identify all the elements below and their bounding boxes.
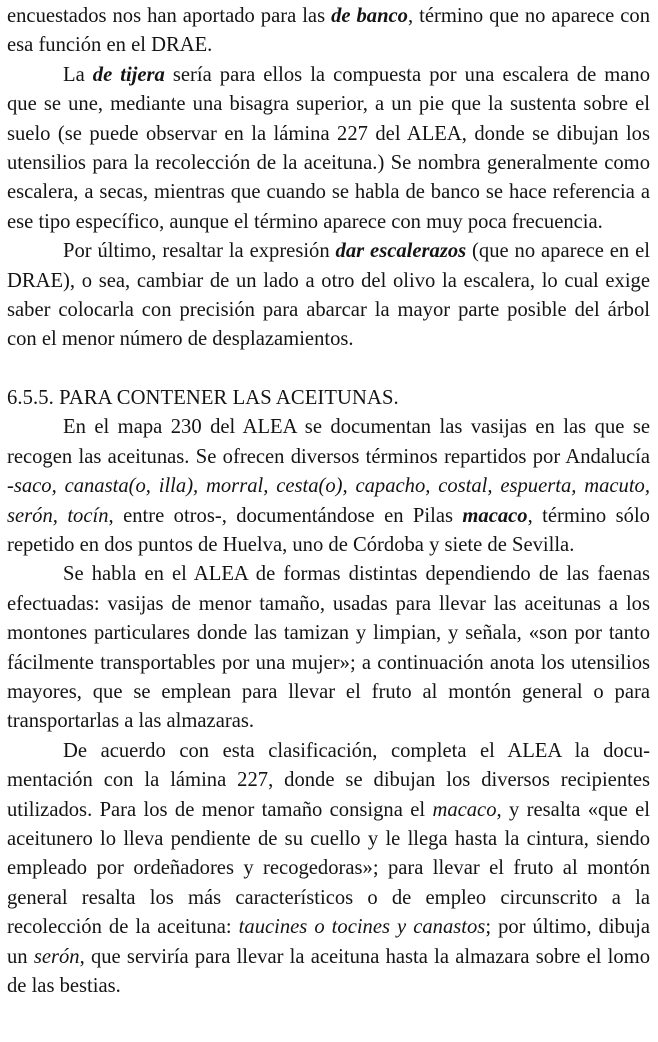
paragraph-banco xyxy=(7,2,650,61)
italic-term: taucines o tocines y canastos xyxy=(238,916,486,939)
italic-term: macaco xyxy=(432,798,497,821)
text-run: Se habla en el ALEA de formas distintas dependiendo de las faenas efectuadas: vasijas de menor tamaño, usadas para llevar las aceitunas a los montones particulares donde las tamizan y limpian, y señala, «son por tanto fácilmente transportables por una mujer»; a continuación anota los utensilios mayores, que se emplean para llevar el fruto al montón general o para transportarlas a las almazaras. xyxy=(7,563,650,733)
text-run: , y resalta «que el aceitunero lo lleva pendiente de su cuello y le llega hasta la cintura, siendo empleado por ordeñadores y recogedoras»; para llevar el fruto al montón general resalta los más característicos o de empleo circunscrito a la recolección de la aceituna: xyxy=(7,798,651,939)
paragraph-mapa-230 xyxy=(7,413,650,560)
text-run: De acuerdo con esta clasificación, completa el ALEA la documentación con la lámina 227, donde se dibujan los diversos recipientes utilizados. Para los de menor tamaño consigna el xyxy=(7,739,650,821)
text-run: , término que no aparece con esa función en el DRAE. xyxy=(7,5,650,57)
text-run: En el mapa 230 del ALEA se documentan las vasijas en las que se recogen las aceitunas. Se ofrecen diversos términos repartidos por Andalucía - xyxy=(7,416,650,498)
text-run: La xyxy=(63,63,93,86)
section-heading: 6.5.5. PARA CONTENER LAS ACEITUNAS. xyxy=(7,386,399,409)
section-spacer xyxy=(7,355,650,384)
paragraph-de-tijera xyxy=(7,61,650,237)
text-run: , entre otros-, documentándose en Pilas xyxy=(108,504,463,527)
text-run: , que serviría para llevar la aceituna hasta la almazara sobre el lomo de las bestias. xyxy=(7,945,650,997)
text-run: ; por último, dibuja un xyxy=(7,916,650,968)
paragraph-clasificacion xyxy=(7,737,650,1002)
emphasis-term: de banco xyxy=(331,5,408,27)
text-run: (que no aparece en el DRAE), o sea, cambiar de un lado a otro del olivo la escalera, lo cual exige saber colocarla con precisión para abarcar la mayor parte posible del árbol con el menor número de desplazamientos. xyxy=(7,240,650,351)
italic-term: serón xyxy=(33,945,80,968)
text-run: , término sólo repetido en dos puntos de Huelva, uno de Córdoba y siete de Sevilla. xyxy=(7,504,650,556)
text-run: Por último, resaltar la expresión xyxy=(63,240,336,263)
document-page xyxy=(0,2,658,1042)
emphasis-term: macaco xyxy=(462,504,528,527)
text-run: sería para ellos la compuesta por una escalera de mano que se une, mediante una bisagra superior, a un pie que la sustenta sobre el suelo (se puede observar en la lámina 227 del ALEA, donde se dibujan los utensilios para la recolección de la aceituna.) Se nombra generalmente como escalera, a secas, mientras que cuando se habla de banco se hace referencia a ese tipo específico, aunque el término aparece con muy poca frecuencia. xyxy=(7,63,651,233)
italic-terms: saco, canasta(o, illa), morral, cesta(o), capacho, costal, espuerta, macuto, serón, tocín xyxy=(7,475,650,527)
paragraph-dar-escalerazos xyxy=(7,237,650,355)
paragraph-formas-distintas xyxy=(7,560,650,736)
emphasis-term: de tijera xyxy=(92,63,165,86)
emphasis-term: dar escalerazos xyxy=(335,240,467,263)
text-run: encuestados nos han aportado para las xyxy=(7,5,332,27)
